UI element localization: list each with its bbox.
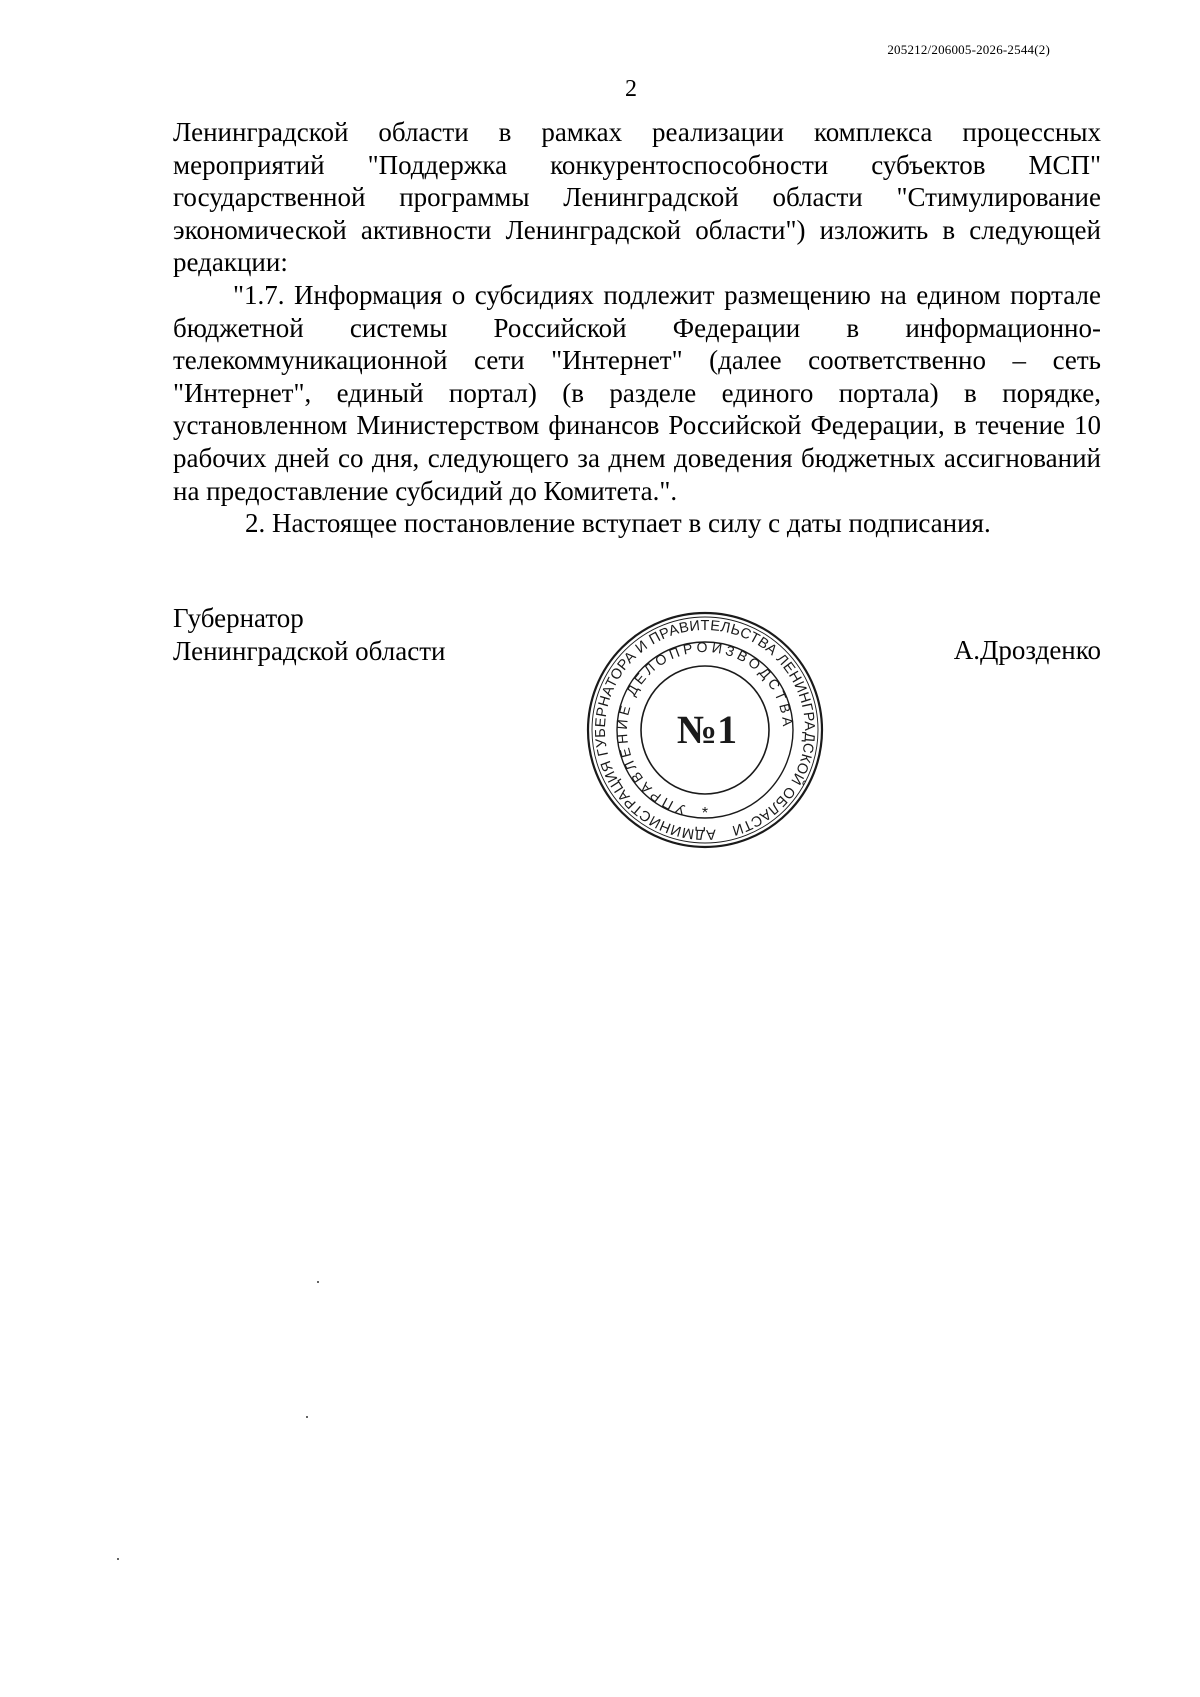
- seal-star-icon: *: [701, 805, 709, 822]
- official-seal: [585, 610, 825, 850]
- seal-outer-text: АДМИНИСТРАЦИЯ ГУБЕРНАТОРА И ПРАВИТЕЛЬСТВА ЛЕНИНГРАДСКОЙ ОБЛАСТИ: [592, 617, 818, 843]
- signatory-title: [173, 602, 445, 667]
- document-id: 205212/206005-2026-2544(2): [887, 42, 1050, 57]
- signatory-title-line-1: Губернатор: [173, 603, 304, 633]
- paragraph-effective-date: 2. Настоящее постановление вступает в силу с даты подписания.: [245, 508, 991, 539]
- scan-speck: [317, 1281, 319, 1283]
- scan-speck: [117, 1558, 119, 1560]
- signatory-title-line-2: Ленинградской области: [173, 635, 446, 666]
- page-number: 2: [625, 76, 637, 102]
- paragraph-continuation: Ленинградской области в рамках реализации комплекса процессных мероприятий "Поддержка конкурентоспособности субъектов МСП" государственной программы Ленинградской области "Стимулирование экономической активности Ленинградской области") изложить в следующей редакции:: [173, 117, 1101, 278]
- paragraph-amendment-1-7: "1.7. Информация о субсидиях подлежит размещению на едином портале бюджетной системы Российской Федерации в информационно-телекоммуникационной сети "Интернет" (далее соответственно – сеть "Интернет", единый портал) (в разделе единого портала) в порядке, установленном Министерством финансов Российской Федерации, в течение 10 рабочих дней со дня, следующего за днем доведения бюджетных ассигнований на предоставление субсидий до Комитета.".: [173, 279, 1101, 506]
- scan-speck: [306, 1416, 308, 1418]
- seal-center-text: №1: [676, 707, 738, 752]
- signatory-name: А.Дрозденко: [953, 635, 1101, 665]
- seal-inner-text: УПРАВЛЕНИЕ ДЕЛОПРОИЗВОДСТВА: [613, 638, 797, 819]
- document-body: [173, 116, 1101, 540]
